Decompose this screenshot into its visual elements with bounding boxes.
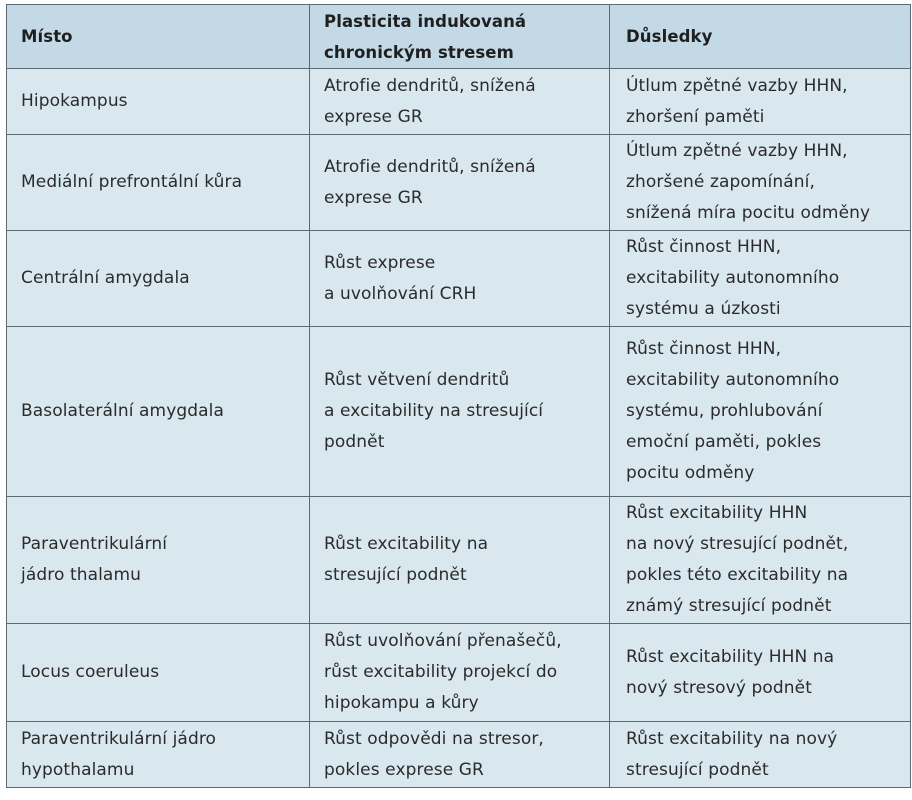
- cell-plasticita: Růst větvení dendritů a excitability na stresující podnět: [310, 327, 610, 497]
- table-row: [7, 624, 911, 722]
- cell-plasticita: Růst excitability na stresující podnět: [310, 497, 610, 624]
- cell-dusledky: Útlum zpětné vazby HHN, zhoršené zapomínání, snížená míra pocitu odměny: [610, 135, 911, 231]
- stress-plasticity-table: [6, 4, 911, 788]
- cell-plasticita: Atrofie dendritů, snížená exprese GR: [310, 69, 610, 135]
- table-row: [7, 69, 911, 135]
- cell-dusledky: Růst excitability HHN na nový stresový podnět: [610, 624, 911, 722]
- cell-dusledky: Růst činnost HHN, excitability autonomního systému a úzkosti: [610, 231, 911, 327]
- cell-misto: Hipokampus: [7, 69, 310, 135]
- table-row: [7, 722, 911, 788]
- cell-misto: Locus coeruleus: [7, 624, 310, 722]
- cell-dusledky: Růst excitability na nový stresující podnět: [610, 722, 911, 788]
- cell-dusledky: Útlum zpětné vazby HHN, zhoršení paměti: [610, 69, 911, 135]
- cell-dusledky: Růst činnost HHN, excitability autonomního systému, prohlubování emoční paměti, pokles pocitu odměny: [610, 327, 911, 497]
- cell-plasticita: Růst odpovědi na stresor, pokles exprese GR: [310, 722, 610, 788]
- cell-misto: Mediální prefrontální kůra: [7, 135, 310, 231]
- header-dusledky: Důsledky: [610, 5, 911, 69]
- header-misto: Místo: [7, 5, 310, 69]
- cell-misto: Paraventrikulární jádro thalamu: [7, 497, 310, 624]
- table-row: [7, 327, 911, 497]
- table-row: [7, 231, 911, 327]
- cell-plasticita: Růst uvolňování přenašečů, růst excitability projekcí do hipokampu a kůry: [310, 624, 610, 722]
- table-header-row: [7, 5, 911, 69]
- cell-misto: Paraventrikulární jádro hypothalamu: [7, 722, 310, 788]
- cell-misto: Centrální amygdala: [7, 231, 310, 327]
- cell-plasticita: Atrofie dendritů, snížená exprese GR: [310, 135, 610, 231]
- cell-dusledky: Růst excitability HHN na nový stresující podnět, pokles této excitability na známý stresující podnět: [610, 497, 911, 624]
- cell-plasticita: Růst exprese a uvolňování CRH: [310, 231, 610, 327]
- table-row: [7, 497, 911, 624]
- header-plasticita: Plasticita indukovaná chronickým stresem: [310, 5, 610, 69]
- table-row: [7, 135, 911, 231]
- cell-misto: Basolaterální amygdala: [7, 327, 310, 497]
